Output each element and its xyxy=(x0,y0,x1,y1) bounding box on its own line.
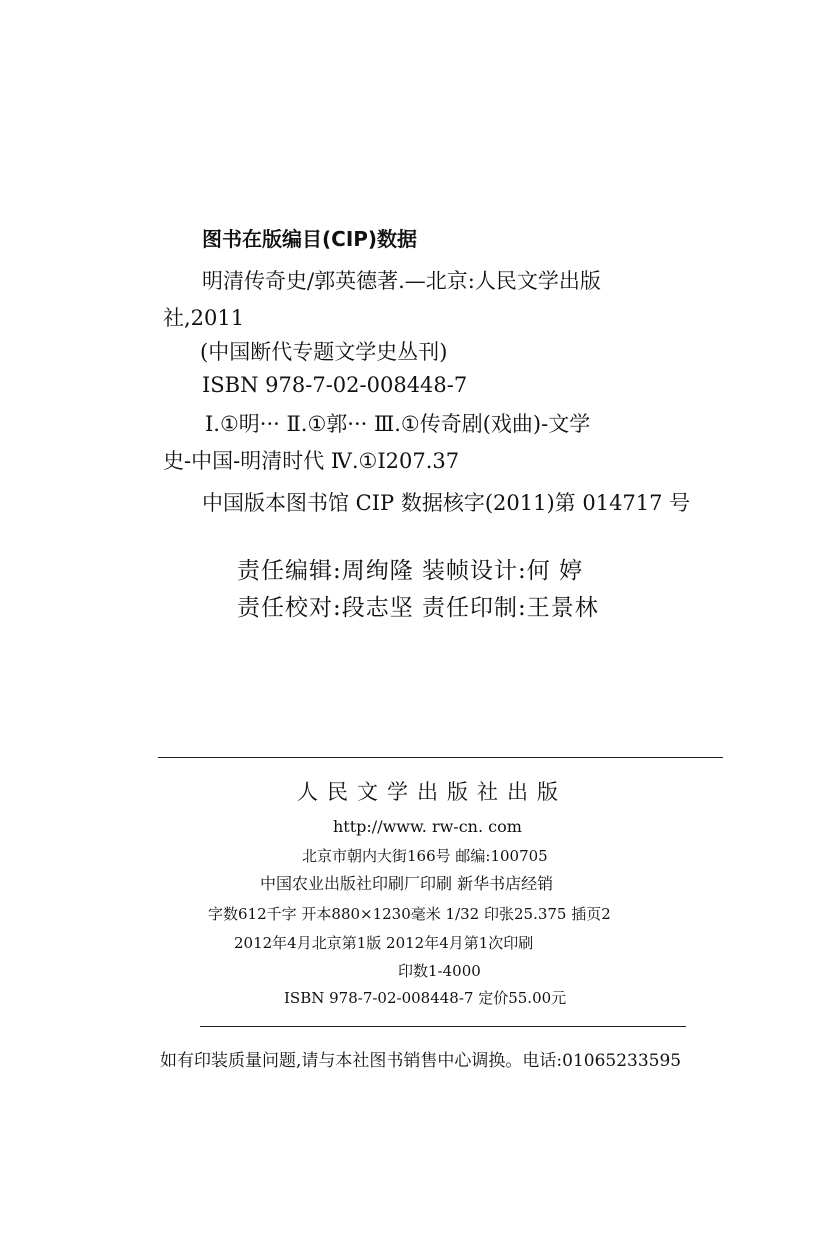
cip-title-line: 明清传奇史/郭英德著.—北京:人民文学出版 xyxy=(202,269,601,293)
imprint-bottom-rule xyxy=(200,1026,686,1027)
cip-data-number: 中国版本图书馆 CIP 数据核字(2011)第 014717 号 xyxy=(202,491,691,515)
publisher-address: 北京市朝内大街166号 邮编:100705 xyxy=(302,847,548,865)
staff-row-2: 责任校对:段志坚 责任印制:王景林 xyxy=(237,595,599,621)
printer-distributor: 中国农业出版社印刷厂印刷 新华书店经销 xyxy=(260,874,554,893)
cip-subjects-line2: 史-中国-明清时代 Ⅳ.①I207.37 xyxy=(163,449,460,473)
staff-row-1: 责任编辑:周绚隆 装帧设计:何 婷 xyxy=(237,558,584,584)
cip-heading: 图书在版编目(CIP)数据 xyxy=(202,227,418,251)
cip-isbn: ISBN 978-7-02-008448-7 xyxy=(202,373,468,397)
cip-title-continued: 社,2011 xyxy=(163,306,245,330)
quality-notice: 如有印装质量问题,请与本社图书销售中心调换。电话:01065233595 xyxy=(160,1051,682,1071)
isbn-price: ISBN 978-7-02-008448-7 定价55.00元 xyxy=(284,989,567,1007)
publisher-name: 人民文学出版社出版 xyxy=(297,780,567,804)
cip-subjects-line1: Ⅰ.①明··· Ⅱ.①郭··· Ⅲ.①传奇剧(戏曲)-文学 xyxy=(205,412,591,436)
print-run: 印数1-4000 xyxy=(398,962,481,980)
publisher-url: http://www. rw-cn. com xyxy=(333,817,522,836)
edition-info: 2012年4月北京第1版 2012年4月第1次印刷 xyxy=(234,934,534,952)
book-specs: 字数612千字 开本880×1230毫米 1/32 印张25.375 插页2 xyxy=(208,905,611,923)
cip-series: (中国断代专题文学史丛刊) xyxy=(200,340,448,364)
imprint-top-rule xyxy=(158,757,723,758)
